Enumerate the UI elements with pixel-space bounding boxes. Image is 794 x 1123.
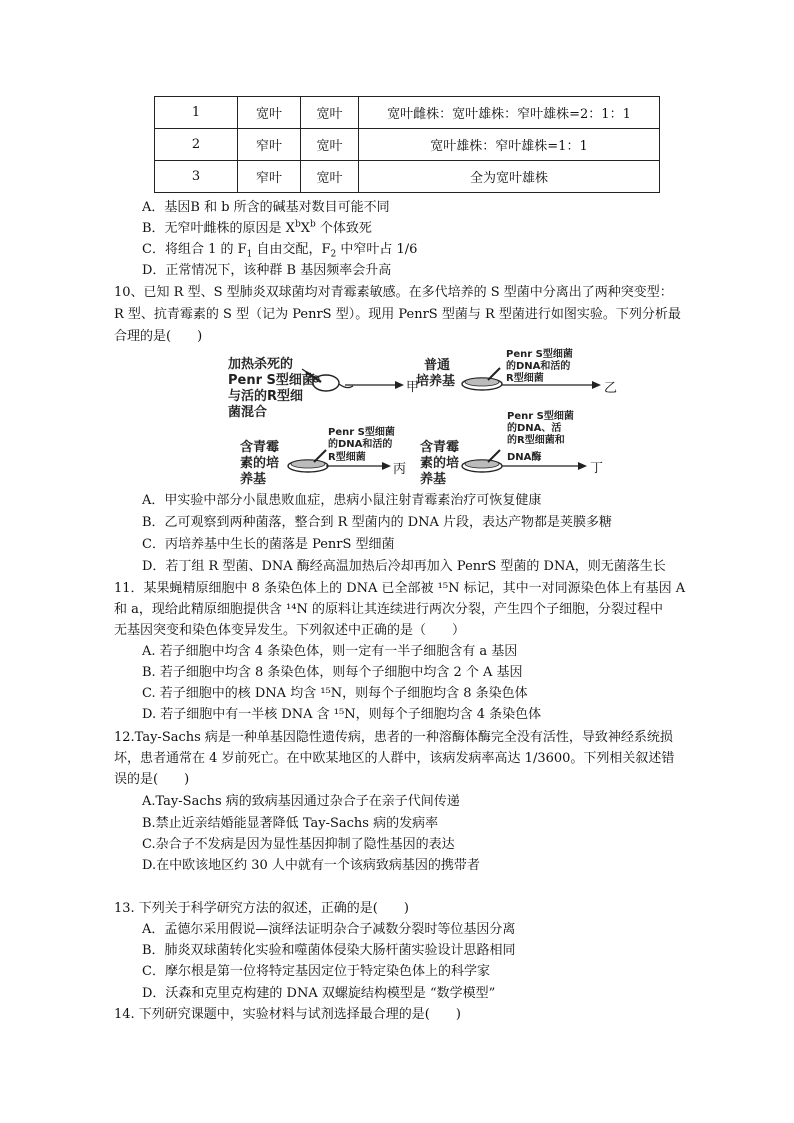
exp4-add-line: DNA酶 bbox=[507, 452, 542, 463]
exp3-add-line: Penr S型细菌 bbox=[328, 427, 395, 438]
q13-option-b: B．肺炎双球菌转化实验和噬菌体侵染大肠杆菌实验设计思路相同 bbox=[142, 943, 516, 958]
exp4-result: 丁 bbox=[590, 461, 604, 476]
table-cell: 宽叶雄株：窄叶雄株=1：1 bbox=[359, 129, 660, 161]
exp4-add-line: 的DNA、活 bbox=[507, 423, 562, 434]
q9-option-a: A．基因B 和 b 所含的碱基对数目可能不同 bbox=[142, 200, 390, 215]
q10-stem-line: R 型、抗青霉素的 S 型（记为 PenrS 型）。现用 PenrS 型菌与 R 型菌进行如图实验。下列分析最 bbox=[114, 307, 681, 322]
q11-stem-line: 11．某果蝇精原细胞中 8 条染色体上的 DNA 已全部被 ¹⁵N 标记，其中一对同源染色体上有基因 A bbox=[114, 581, 686, 596]
q9-option-b-text: B．无窄叶雌株的原因是 X bbox=[142, 221, 295, 236]
q12-option-c: C.杂合子不发病是因为显性基因抑制了隐性基因的表达 bbox=[142, 837, 455, 852]
q10-stem-line: 合理的是( ) bbox=[114, 329, 203, 344]
q11-option-a: A. 若子细胞中均含 4 条染色体，则一定有一半子细胞含有 a 基因 bbox=[142, 644, 518, 659]
exp2-medium-line: 培养基 bbox=[416, 374, 456, 389]
exp4-medium-line: 含青霉 bbox=[420, 440, 460, 455]
q9-option-d: D．正常情况下，该种群 B 基因频率会升高 bbox=[142, 263, 392, 278]
q11-option-d: D. 若子细胞中有一半核 DNA 含 ¹⁵N，则每个子细胞均含 4 条染色体 bbox=[142, 707, 542, 722]
table-cell: 2 bbox=[155, 129, 238, 161]
q11-stem-line: 和 a，现给此精原细胞提供含 ¹⁴N 的原料让其连续进行两次分裂，产生四个子细胞，分裂过程中 bbox=[114, 602, 663, 617]
q12-stem-line: 坏，患者通常在 4 岁前死亡。在中欧某地区的人群中，该病发病率高达 1/3600。下列相关叙述错 bbox=[114, 751, 675, 766]
arrow-head bbox=[578, 462, 587, 470]
q13-option-a: A．孟德尔采用假说—演绎法证明杂合子减数分裂时等位基因分离 bbox=[142, 922, 516, 937]
exp3-medium-line: 养基 bbox=[240, 472, 267, 487]
q10-option-b: B．乙可观察到两种菌落，整合到 R 型菌内的 DNA 片段，表达产物都是荚膜多糖 bbox=[142, 515, 613, 530]
exp3-medium-line: 含青霉 bbox=[240, 440, 280, 455]
exp4-medium-line: 养基 bbox=[420, 472, 447, 487]
table-cell: 窄叶 bbox=[238, 129, 301, 161]
table-cell: 宽叶 bbox=[301, 129, 359, 161]
table-cell: 宽叶 bbox=[301, 97, 359, 129]
q10-stem-line: 10、已知 R 型、S 型肺炎双球菌均对青霉素敏感。在多代培养的 S 型菌中分离出了两种突变型： bbox=[114, 285, 673, 300]
q13-option-d: D．沃森和克里克构建的 DNA 双螺旋结构模型是 “数学模型” bbox=[142, 986, 496, 1001]
exp1-result: 甲 bbox=[406, 380, 420, 395]
q13-option-c: C．摩尔根是第一位将特定基因定位于特定染色体上的科学家 bbox=[142, 964, 490, 979]
q10-option-a: A．甲实验中部分小鼠患败血症，患病小鼠注射青霉素治疗可恢复健康 bbox=[142, 493, 542, 508]
exp1-label-line: 菌混合 bbox=[228, 405, 268, 420]
table-cell: 1 bbox=[155, 97, 238, 129]
exp4-add-line: 的R型细菌和 bbox=[507, 435, 565, 446]
q9-option-b: B．无窄叶雌株的原因是 $X^bX^b$ 个体致死 bbox=[142, 219, 372, 236]
table-cell: 宽叶 bbox=[238, 97, 301, 129]
q12-stem-line: 误的是( ) bbox=[114, 772, 190, 787]
q14-stem: 14. 下列研究课题中，实验材料与试剂选择最合理的是( ) bbox=[114, 1007, 461, 1022]
q10-option-c: C．丙培养基中生长的菌落是 PenrS 型细菌 bbox=[142, 537, 395, 552]
q12-option-b: B.禁止近亲结婚能显著降低 Tay-Sachs 病的发病率 bbox=[142, 816, 439, 831]
exp4-medium-line: 素的培 bbox=[420, 456, 460, 471]
exp2-add-line: 的DNA和活的 bbox=[506, 361, 571, 372]
table-cell: 3 bbox=[155, 161, 238, 193]
q12-stem-line: 12.Tay-Sachs 病是一种单基因隐性遗传病，患者的一种溶酶体酶完全没有活性，导致神经系统损 bbox=[114, 730, 673, 745]
q12-option-d: D.在中欧该地区约 30 人中就有一个该病致病基因的携带者 bbox=[142, 858, 480, 873]
exp2-medium-line: 普通 bbox=[424, 358, 451, 373]
exp4-add-line: Penr S型细菌 bbox=[507, 411, 574, 422]
exp3-medium-line: 素的培 bbox=[240, 456, 280, 471]
exp3-result: 丙 bbox=[393, 462, 407, 477]
q13-stem: 13. 下列关于科学研究方法的叙述，正确的是( ) bbox=[114, 901, 409, 916]
arrow-head bbox=[382, 462, 391, 470]
arrow-head bbox=[395, 381, 404, 389]
table-cell: 宽叶雌株：宽叶雄株：窄叶雄株=2：1：1 bbox=[359, 97, 660, 129]
petri-dish-icon bbox=[462, 368, 502, 390]
q11-option-c: C. 若子细胞中的核 DNA 均含 ¹⁵N，则每个子细胞均含 8 条染色体 bbox=[142, 686, 528, 701]
table-cell: 窄叶 bbox=[238, 161, 301, 193]
exp2-result: 乙 bbox=[604, 381, 618, 396]
petri-dish-icon bbox=[462, 450, 502, 472]
q9-option-c: C．将组合 1 的 $F_1$ 自由交配，$F_2$ 中窄叶占 1/6 bbox=[142, 242, 418, 260]
q11-option-b: B. 若子细胞中均含 8 条染色体，则每个子细胞中均含 2 个 A 基因 bbox=[142, 665, 523, 680]
table-cell: 全为宽叶雄株 bbox=[359, 161, 660, 193]
exp1-label-line: Penr S型细菌 bbox=[228, 373, 315, 388]
exp3-add-line: R型细菌 bbox=[328, 452, 366, 463]
petri-dish-icon bbox=[288, 450, 328, 472]
table-cell: 宽叶 bbox=[301, 161, 359, 193]
diagram-drawing bbox=[0, 0, 794, 500]
q12-option-a: A.Tay-Sachs 病的致病基因通过杂合子在亲子代间传递 bbox=[142, 794, 460, 809]
q10-option-d: D．若丁组 R 型菌、DNA 酶经高温加热后冷却再加入 PenrS 型菌的 DNA，则无菌落生长 bbox=[142, 559, 666, 574]
exp2-add-line: Penr S型细菌 bbox=[506, 349, 573, 360]
exp2-add-line: R型细菌 bbox=[506, 373, 544, 384]
exp3-add-line: 的DNA和活的 bbox=[328, 439, 393, 450]
exp1-label-line: 加热杀死的 bbox=[228, 357, 294, 372]
exp1-label-line: 与活的R型细 bbox=[228, 389, 304, 404]
q11-stem-line: 无基因突变和染色体变异发生。下列叙述中正确的是（ ） bbox=[114, 623, 466, 638]
arrow-head bbox=[592, 381, 601, 389]
